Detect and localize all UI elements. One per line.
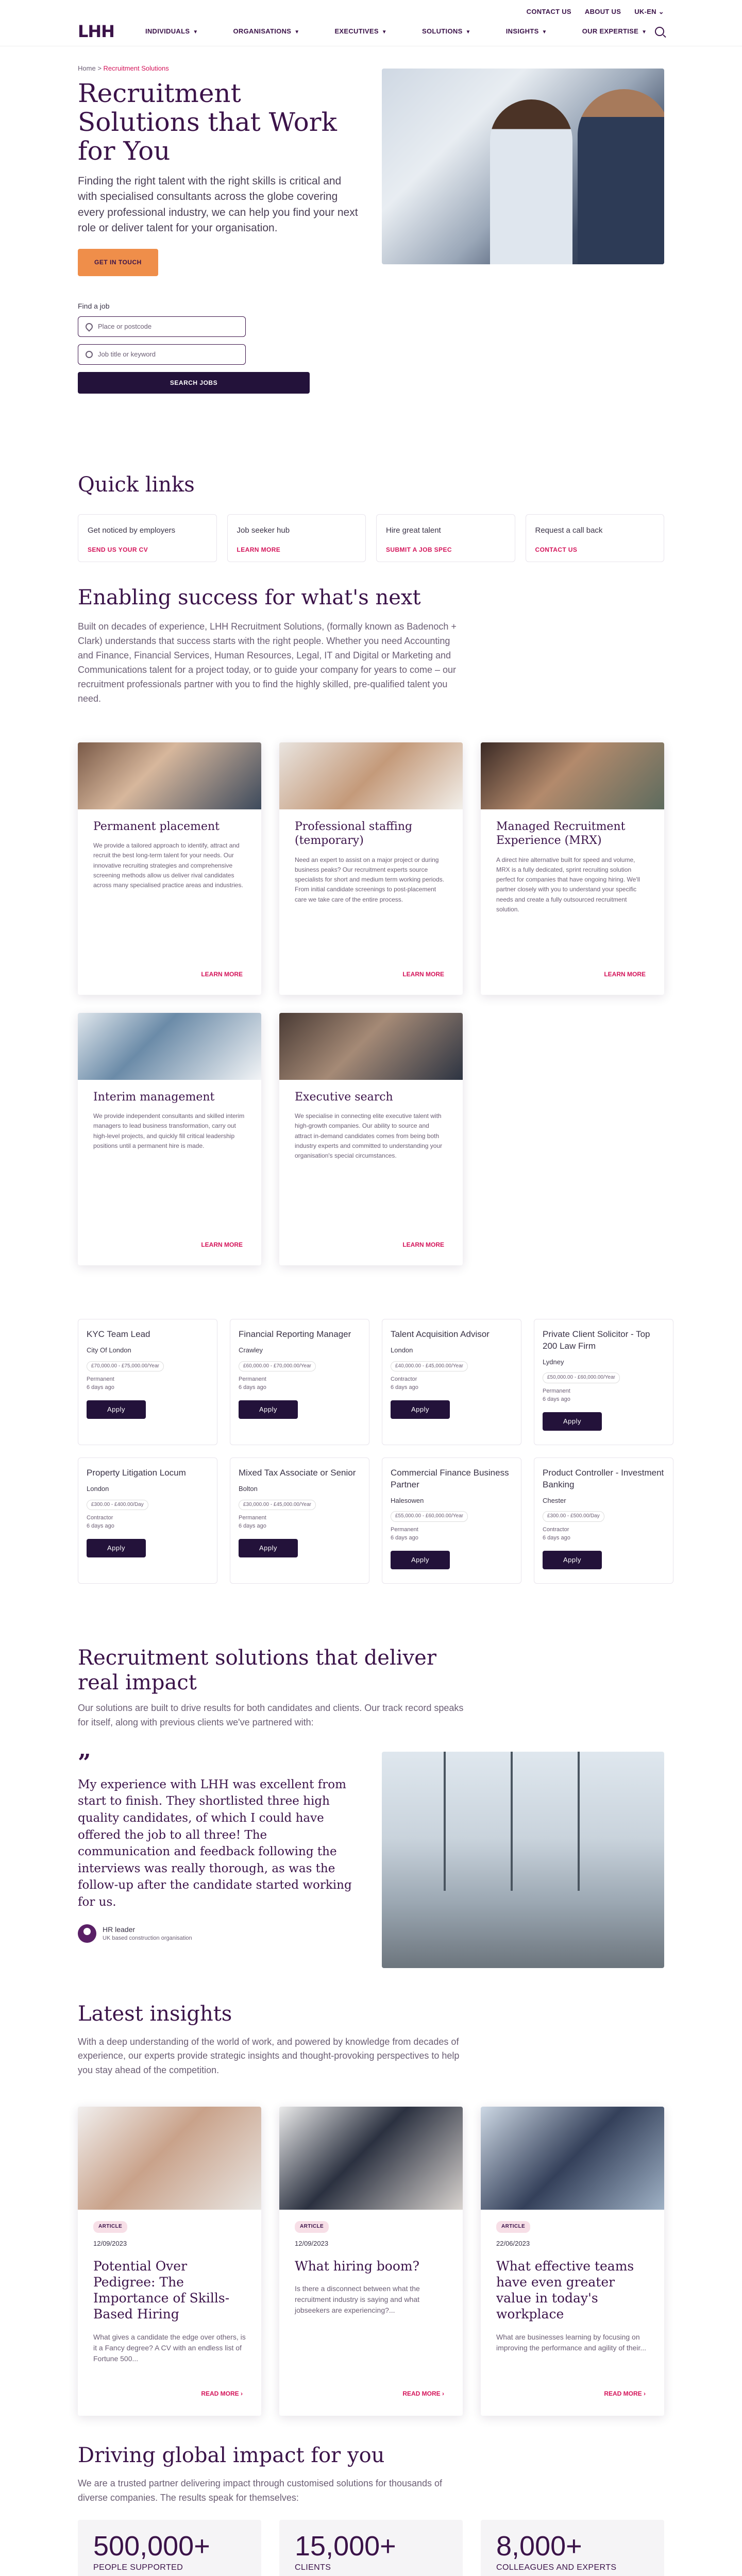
testimonial-image — [382, 1752, 664, 1968]
job-type: Permanent — [87, 1376, 114, 1383]
job-location: Halesowen — [391, 1496, 424, 1504]
testimonial-quote: My experience with LHH was excellent from start to finish. They shortlisted three high quality candidates, of which I could have offered the job to all three! The communication and feedback following the interviews was really thorough, as was the follow-up after the candidate started working for us. — [78, 1777, 352, 1909]
job-card[interactable] — [78, 1458, 217, 1584]
article-image — [481, 2107, 664, 2210]
solutions-text: Our solutions are built to drive results for both candidates and clients. Our track record speaks for itself, along with previous clients we've partnered with: — [78, 1702, 464, 1727]
utility-bar — [0, 0, 742, 16]
job-card[interactable] — [230, 1458, 369, 1584]
location-input[interactable] — [78, 316, 246, 337]
service-image — [279, 1013, 463, 1080]
service-text: A direct hire alternative built for speed and volume, MRX is a fully dedicated, sprint recruiting solution perfect for companies that have ongoing hiring. We'll partner closely with you to understand your specific needs and create a fully outsourced recruitment solution. — [496, 856, 640, 913]
job-salary: £50,000.00 - £60,000.00/Year — [543, 1372, 620, 1383]
article-card[interactable] — [481, 2107, 664, 2416]
main-nav — [0, 16, 742, 46]
enabling-section — [78, 583, 664, 706]
job-title[interactable]: Talent Acquisition Advisor — [391, 1329, 490, 1339]
service-title: Managed Recruitment Experience (MRX) — [496, 820, 626, 848]
breadcrumb-current: Recruitment Solutions — [103, 64, 169, 72]
service-text: We specialise in connecting elite executive talent with high-growth companies. Our ability to source and attract in-demand candidates comes from being both industry experts and committed to understanding your organisation's special circumstances. — [295, 1112, 443, 1160]
article-tag: ARTICLE — [295, 2221, 329, 2233]
enabling-text: Built on decades of experience, LHH Recruitment Solutions, (formally known as Badenoch + Clark) understands that success starts with the right people. Whether you need Accounting and Finance, Financial Services, Human Resources, Legal, IT and Digital or Marketing and Communications talent for a project today, or to guide your company for years to come – our recruitment professionals partner with you to find the highly skilled, pre-qualified talent you need. — [78, 621, 457, 704]
chevron-down-icon: ▼ — [294, 29, 300, 35]
service-text: Need an expert to assist on a major project or during business peaks? Our recruitment experts source specialists for short and medium term working periods. From initial candidate screenings to post-placement care we take care of the entire process. — [295, 856, 445, 903]
location-placeholder: Place or postcode — [98, 322, 152, 330]
job-age: 6 days ago — [87, 1522, 114, 1529]
language-label: UK-EN — [634, 8, 656, 15]
job-card[interactable] — [382, 1319, 521, 1445]
job-salary: £30,000.00 - £45,000.00/Year — [239, 1500, 316, 1511]
learn-more-link[interactable]: LEARN MORE — [201, 1241, 243, 1249]
service-image — [279, 742, 463, 809]
article-tag: ARTICLE — [93, 2221, 127, 2233]
stat-label: PEOPLE SUPPORTED — [93, 2563, 183, 2572]
learn-more-link[interactable]: LEARN MORE — [402, 1241, 444, 1249]
quick-link-card[interactable] — [227, 514, 366, 562]
service-title: Permanent placement — [93, 820, 220, 833]
job-age: 6 days ago — [391, 1384, 418, 1391]
learn-more-link[interactable]: LEARN MORE — [402, 971, 444, 978]
apply-button[interactable]: Apply — [391, 1551, 450, 1569]
quote-icon: ” — [78, 1749, 91, 1776]
testimonial — [78, 1749, 361, 1968]
impact-section — [78, 2441, 664, 2576]
job-salary: £40,000.00 - £45,000.00/Year — [391, 1361, 468, 1372]
job-search-form — [78, 301, 361, 394]
stat-card — [78, 2520, 261, 2576]
job-title[interactable]: Commercial Finance Business Partner — [391, 1467, 509, 1489]
service-title: Interim management — [93, 1090, 215, 1104]
job-salary: £300.00 - £500.00/Day — [543, 1511, 604, 1522]
find-job-label: Find a job — [78, 301, 110, 310]
chevron-down-icon: ▼ — [381, 29, 387, 35]
hero — [78, 79, 664, 394]
nav-label: ORGANISATIONS — [233, 27, 292, 35]
hero-text: Finding the right talent with the right skills is critical and with specialised consultants across the globe covering every professional industry, we can help you find your next role or deliver talent for your organisation. — [78, 175, 358, 234]
apply-button[interactable]: Apply — [543, 1412, 602, 1431]
quick-link-card[interactable] — [526, 514, 665, 562]
quick-link-card[interactable] — [376, 514, 515, 562]
job-title[interactable]: Property Litigation Locum — [87, 1467, 186, 1478]
job-age: 6 days ago — [87, 1384, 114, 1391]
solutions-section — [78, 1646, 664, 1968]
insights-text: With a deep understanding of the world of work, and powered by knowledge from decades of experience, our experts provide strategic insights and thought-provoking perspectives to help you stay ahead of the competition. — [78, 2036, 460, 2076]
service-card[interactable] — [279, 1013, 463, 1265]
read-more-link[interactable] — [201, 2389, 243, 2398]
keyword-input[interactable] — [78, 344, 246, 365]
breadcrumb-separator: > — [97, 64, 102, 72]
read-more-label: READ MORE — [402, 2389, 441, 2397]
quick-link-cta[interactable]: CONTACT US — [535, 546, 578, 554]
job-card[interactable] — [534, 1458, 673, 1584]
about-us-link[interactable]: ABOUT US — [584, 8, 621, 15]
keyword-placeholder: Job title or keyword — [98, 350, 156, 358]
article-date: 12/09/2023 — [93, 2239, 127, 2247]
quick-link-title: Get noticed by employers — [88, 526, 176, 535]
job-age: 6 days ago — [239, 1384, 266, 1391]
learn-more-link[interactable]: LEARN MORE — [201, 971, 243, 978]
job-location: Bolton — [239, 1484, 258, 1493]
chevron-down-icon: ▼ — [193, 29, 198, 35]
service-card[interactable] — [78, 1013, 261, 1265]
job-title[interactable]: Mixed Tax Associate or Senior — [239, 1467, 356, 1478]
service-title: Executive search — [295, 1090, 393, 1104]
job-age: 6 days ago — [543, 1396, 570, 1402]
job-card[interactable] — [534, 1319, 673, 1445]
nav-our-expertise[interactable] — [582, 27, 647, 37]
quick-links — [78, 470, 664, 562]
nav-insights[interactable] — [506, 27, 547, 37]
nav-organisations[interactable] — [233, 27, 300, 37]
breadcrumb-home[interactable]: Home — [78, 64, 96, 72]
read-more-label: READ MORE — [201, 2389, 239, 2397]
job-salary: £60,000.00 - £70,000.00/Year — [239, 1361, 316, 1372]
job-location: Lydney — [543, 1358, 564, 1366]
service-text: We provide independent consultants and skilled interim managers to lead business transformation, carry out high-level projects, and quickly fill critical leadership positions until a permanent hire is made. — [93, 1112, 245, 1149]
article-date: 22/06/2023 — [496, 2239, 530, 2247]
chevron-down-icon: ⌄ — [658, 8, 664, 15]
read-more-label: READ MORE — [604, 2389, 642, 2397]
article-title[interactable]: What hiring boom? — [295, 2258, 420, 2274]
article-tag: ARTICLE — [496, 2221, 530, 2233]
search-icon[interactable] — [655, 27, 664, 36]
job-location: London — [87, 1484, 109, 1493]
job-type: Contractor — [391, 1376, 417, 1383]
job-location: London — [391, 1346, 413, 1354]
job-title[interactable]: Product Controller - Investment Banking — [543, 1467, 664, 1489]
job-type: Permanent — [543, 1387, 570, 1394]
insights-section — [78, 1999, 664, 2416]
job-salary: £70,000.00 - £75,000.00/Year — [87, 1361, 164, 1372]
job-card[interactable] — [78, 1319, 217, 1445]
job-card[interactable] — [230, 1319, 369, 1445]
service-text: We provide a tailored approach to identify, attract and recruit the best long-term talent for your needs. Our innovative recruiting strategies and comprehensive screening methods allow us deliver rival candidates across many specialised practice areas and industries. — [93, 842, 243, 889]
nav-solutions[interactable] — [422, 27, 471, 37]
service-image — [481, 742, 664, 809]
testimonial-author: HR leader — [103, 1925, 136, 1934]
logo[interactable]: LHH — [78, 21, 114, 41]
service-card[interactable] — [78, 742, 261, 995]
quick-links-title: Quick links — [78, 473, 195, 497]
job-salary: £300.00 - £400.00/Day — [87, 1500, 148, 1511]
solutions-title: Recruitment solutions that deliver real impact — [78, 1646, 436, 1694]
testimonial-role: UK based construction organisation — [103, 1935, 192, 1942]
impact-text: We are a trusted partner delivering impact through customised solutions for thousands of diverse companies. The results speak for themselves: — [78, 2478, 443, 2503]
jobs-grid — [78, 1319, 664, 1584]
avatar — [78, 1924, 96, 1943]
location-pin-icon — [84, 321, 94, 332]
chevron-down-icon: ▼ — [642, 29, 647, 35]
chevron-right-icon: › — [241, 2389, 243, 2397]
quick-link-card[interactable] — [78, 514, 217, 562]
job-location: Chester — [543, 1496, 566, 1504]
job-title[interactable]: Private Client Solicitor - Top 200 Law Firm — [543, 1329, 650, 1351]
learn-more-link[interactable]: LEARN MORE — [604, 971, 646, 978]
service-image — [78, 1013, 261, 1080]
read-more-link[interactable] — [604, 2389, 646, 2398]
stat-number: 500,000+ — [93, 2531, 210, 2562]
stat-card — [279, 2520, 463, 2576]
job-card[interactable] — [382, 1458, 521, 1584]
nav-label: EXECUTIVES — [334, 27, 379, 35]
job-type: Permanent — [391, 1526, 418, 1533]
services-grid — [78, 742, 664, 1265]
job-title[interactable]: Financial Reporting Manager — [239, 1329, 351, 1339]
job-type: Contractor — [543, 1526, 569, 1533]
article-image — [279, 2107, 463, 2210]
nav-label: SOLUTIONS — [422, 27, 463, 35]
page-title: Recruitment Solutions that Work for You — [78, 78, 337, 166]
stat-label: COLLEAGUES AND EXPERTS — [496, 2563, 617, 2572]
quick-link-title: Request a call back — [535, 526, 603, 535]
job-type: Permanent — [239, 1515, 266, 1521]
nav-individuals[interactable] — [145, 27, 198, 37]
enabling-title: Enabling success for what's next — [78, 586, 421, 610]
quick-link-cta[interactable]: SUBMIT A JOB SPEC — [386, 546, 452, 554]
chevron-right-icon: › — [644, 2389, 646, 2397]
stat-label: CLIENTS — [295, 2563, 331, 2572]
quick-link-cta[interactable]: SEND US YOUR CV — [88, 546, 148, 554]
job-age: 6 days ago — [391, 1534, 418, 1541]
quick-link-cta[interactable]: LEARN MORE — [237, 546, 281, 554]
chevron-down-icon: ▼ — [465, 29, 471, 35]
job-salary: £55,000.00 - £60,000.00/Year — [391, 1511, 468, 1522]
article-excerpt: What are businesses learning by focusing on improving the performance and agility of their... — [496, 2332, 647, 2352]
article-title[interactable]: Potential Over Pedigree: The Importance of Skills-Based Hiring — [93, 2258, 230, 2322]
apply-button[interactable]: Apply — [391, 1400, 450, 1419]
insights-title: Latest insights — [78, 2002, 232, 2026]
hero-image — [382, 69, 664, 264]
job-type: Permanent — [239, 1376, 266, 1383]
job-age: 6 days ago — [543, 1534, 570, 1541]
stat-number: 8,000+ — [496, 2531, 582, 2562]
article-image — [78, 2107, 261, 2210]
get-in-touch-button[interactable]: GET IN TOUCH — [78, 249, 158, 276]
chevron-down-icon: ▼ — [542, 29, 547, 35]
nav-label: INSIGHTS — [505, 27, 539, 35]
search-icon — [86, 351, 93, 358]
article-excerpt: What gives a candidate the edge over others, is it a Fancy degree? A CV with an endless list of Fortune 500... — [93, 2332, 246, 2363]
nav-executives[interactable] — [334, 27, 387, 37]
impact-title: Driving global impact for you — [78, 2444, 385, 2468]
search-jobs-button[interactable]: SEARCH JOBS — [78, 372, 310, 394]
article-excerpt: Is there a disconnect between what the recruitment industry is saying and what jobseekers are experiencing?... — [295, 2284, 420, 2314]
quick-link-title: Hire great talent — [386, 526, 441, 535]
service-title: Professional staffing (temporary) — [295, 820, 413, 848]
stat-number: 15,000+ — [295, 2531, 396, 2562]
service-image — [78, 742, 261, 809]
job-location: Crawley — [239, 1346, 263, 1354]
job-title[interactable]: KYC Team Lead — [87, 1329, 150, 1339]
contact-us-link[interactable]: CONTACT US — [526, 8, 571, 15]
article-date: 12/09/2023 — [295, 2239, 329, 2247]
apply-button[interactable]: Apply — [239, 1400, 298, 1419]
apply-button[interactable]: Apply — [239, 1539, 298, 1557]
service-card[interactable] — [481, 742, 664, 995]
read-more-link[interactable] — [402, 2389, 444, 2398]
chevron-right-icon: › — [442, 2389, 444, 2397]
nav-label: INDIVIDUALS — [145, 27, 190, 35]
apply-button[interactable]: Apply — [543, 1551, 602, 1569]
article-card[interactable] — [279, 2107, 463, 2416]
article-card[interactable] — [78, 2107, 261, 2416]
stat-card — [481, 2520, 664, 2576]
job-location: City Of London — [87, 1346, 131, 1354]
apply-button[interactable]: Apply — [87, 1400, 146, 1419]
nav-label: OUR EXPERTISE — [582, 27, 639, 35]
language-selector[interactable] — [634, 7, 664, 17]
job-type: Contractor — [87, 1515, 113, 1521]
article-title[interactable]: What effective teams have even greater value in today's workplace — [496, 2258, 634, 2322]
apply-button[interactable]: Apply — [87, 1539, 146, 1557]
service-card[interactable] — [279, 742, 463, 995]
job-age: 6 days ago — [239, 1522, 266, 1529]
quick-link-title: Job seeker hub — [237, 526, 290, 535]
